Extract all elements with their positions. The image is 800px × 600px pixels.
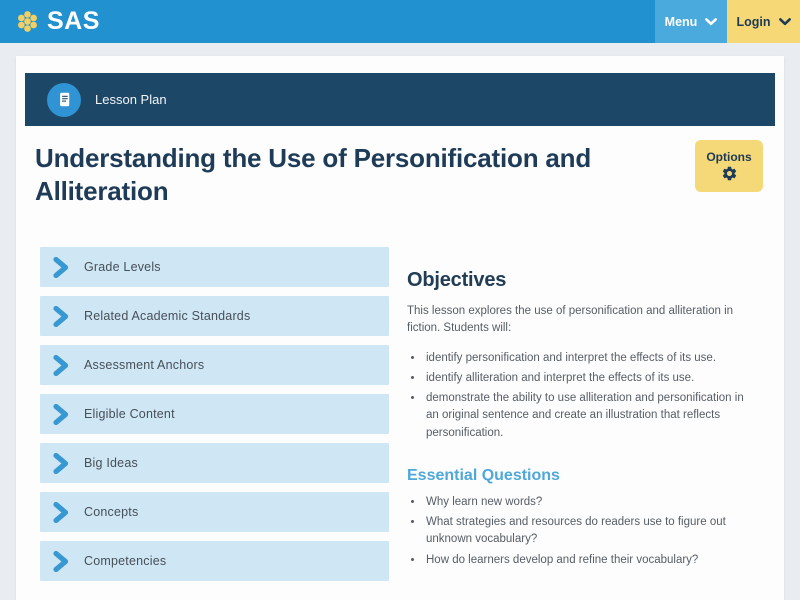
accordion-item-label: Big Ideas: [84, 456, 138, 470]
lesson-plan-banner: [25, 73, 775, 126]
chevron-down-icon: [705, 18, 717, 26]
title-row: [35, 142, 763, 207]
page-title: Understanding the Use of Personification and Alliteration: [35, 143, 592, 206]
list-item: • identify alliteration and interpret the effects of its use.: [424, 370, 755, 387]
accordion-item-eligible-content[interactable]: [40, 394, 389, 434]
accordion-item-big-ideas[interactable]: [40, 443, 389, 483]
chevron-right-icon: [53, 453, 69, 474]
accordion-item-related-academic-standards[interactable]: [40, 296, 389, 336]
accordion-item-label: Related Academic Standards: [84, 309, 251, 323]
content-columns: [40, 247, 755, 581]
accordion-item-label: Assessment Anchors: [84, 358, 205, 372]
main-content: [407, 269, 755, 581]
list-item: • identify personification and interpret the effects of its use.: [424, 350, 755, 367]
accordion-item-concepts[interactable]: [40, 492, 389, 532]
options-button-label: Options: [706, 150, 752, 164]
chevron-right-icon: [53, 551, 69, 572]
sas-flower-icon: [14, 8, 41, 35]
brand-text: SAS: [47, 7, 100, 35]
login-button-label: Login: [736, 14, 771, 29]
accordion-item-label: Concepts: [84, 505, 139, 519]
topbar-spacer: [100, 0, 655, 43]
login-button[interactable]: [727, 0, 800, 43]
chevron-right-icon: [53, 306, 69, 327]
list-item: • demonstrate the ability to use alliteration and personification in an original sentence and create an illustration that reflects personification.: [424, 390, 755, 442]
accordion-item-competencies[interactable]: [40, 541, 389, 581]
lesson-plan-card: [16, 56, 784, 600]
chevron-right-icon: [53, 355, 69, 376]
essential-questions-list: [407, 494, 755, 569]
objectives-list: [407, 350, 755, 442]
chevron-right-icon: [53, 257, 69, 278]
accordion-item-label: Grade Levels: [84, 260, 161, 274]
accordion-item-label: Eligible Content: [84, 407, 175, 421]
menu-button[interactable]: [655, 0, 727, 43]
objectives-heading: Objectives: [407, 269, 507, 291]
list-item: • What strategies and resources do readers use to figure out unknown vocabulary?: [424, 514, 755, 549]
banner-label: Lesson Plan: [95, 92, 167, 107]
essential-questions-heading: Essential Questions: [407, 466, 560, 484]
chevron-right-icon: [53, 502, 69, 523]
list-item: • How do learners develop and refine their vocabulary?: [424, 552, 755, 569]
accordion-item-label: Competencies: [84, 554, 167, 568]
accordion-item-assessment-anchors[interactable]: [40, 345, 389, 385]
menu-button-label: Menu: [664, 14, 698, 29]
accordion-sidebar: [40, 247, 389, 581]
list-item: • Why learn new words?: [424, 494, 755, 511]
objectives-intro: This lesson explores the use of personification and alliteration in fiction. Students will:: [407, 305, 734, 335]
accordion-item-grade-levels[interactable]: [40, 247, 389, 287]
gear-icon: [721, 165, 738, 182]
options-button[interactable]: [695, 140, 763, 192]
chevron-right-icon: [53, 404, 69, 425]
chevron-down-icon: [779, 18, 791, 26]
top-navigation-bar: [0, 0, 800, 43]
document-icon: [47, 83, 81, 117]
sas-logo[interactable]: [0, 0, 100, 43]
